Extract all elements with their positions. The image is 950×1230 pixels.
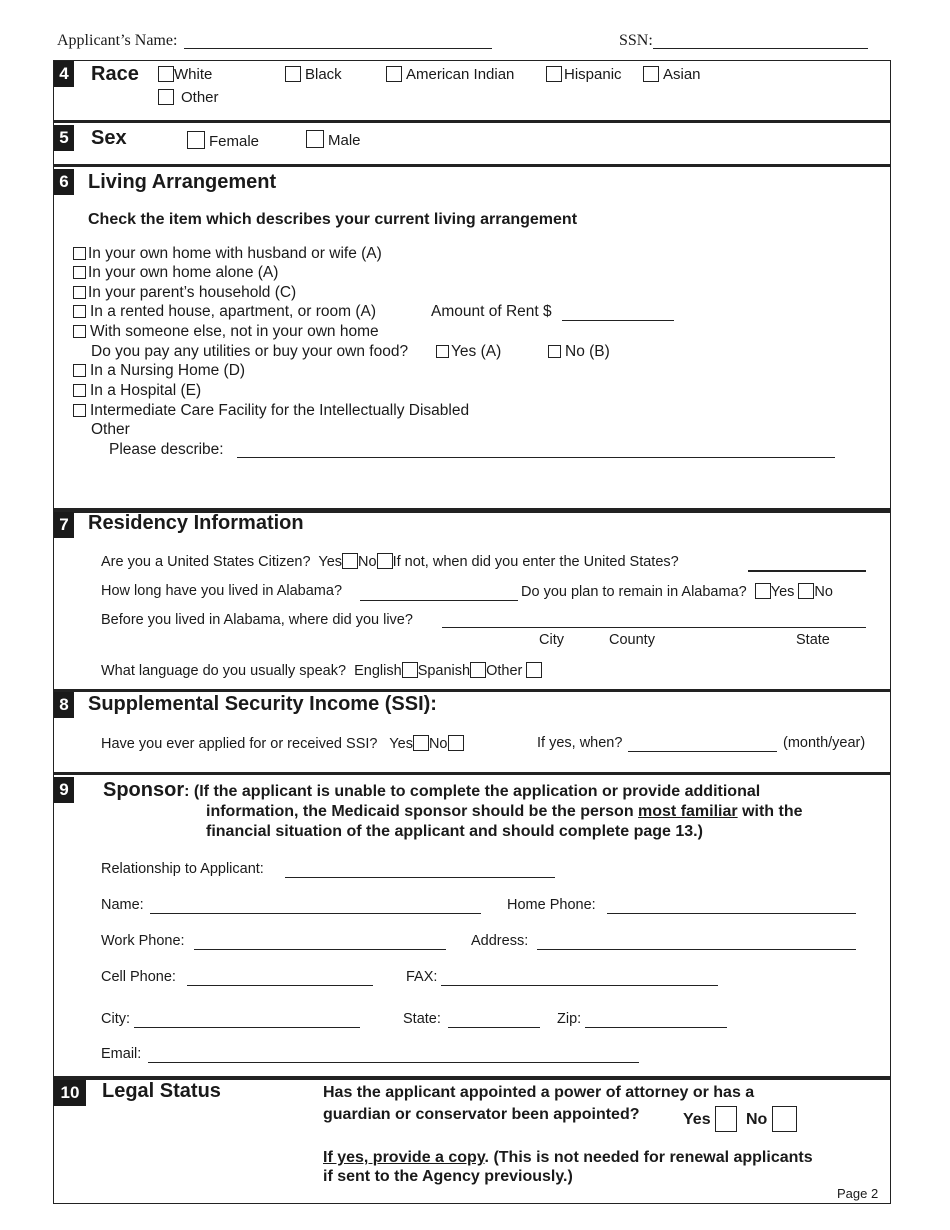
section-title-ssi: Supplemental Security Income (SSI): — [88, 693, 437, 715]
checkbox[interactable] — [73, 266, 86, 279]
checkbox[interactable] — [158, 66, 174, 82]
sex-option-female[interactable]: Female — [187, 131, 259, 150]
spanish-checkbox[interactable] — [470, 662, 486, 678]
rent-amount-field[interactable] — [562, 320, 674, 321]
work-phone-field[interactable] — [194, 949, 446, 950]
legal-yes-checkbox[interactable] — [715, 1106, 737, 1132]
section-title-legal-status: Legal Status — [102, 1080, 221, 1102]
living-option[interactable]: With someone else, not in your own home — [73, 323, 379, 341]
checkbox[interactable] — [548, 345, 561, 358]
checkbox[interactable] — [386, 66, 402, 82]
county-caption: County — [609, 632, 655, 648]
section-divider — [53, 120, 891, 123]
remain-no-checkbox[interactable] — [798, 583, 814, 599]
remain-question: Do you plan to remain in Alabama? Yes No — [521, 584, 833, 600]
zip-field[interactable] — [585, 1027, 727, 1028]
checkbox[interactable] — [73, 384, 86, 397]
race-option-asian[interactable]: Asian — [643, 66, 701, 83]
page-number: Page 2 — [837, 1186, 879, 1201]
checkbox[interactable] — [73, 305, 86, 318]
checkbox[interactable] — [73, 247, 86, 260]
checkbox[interactable] — [546, 66, 562, 82]
remain-yes-checkbox[interactable] — [755, 583, 771, 599]
race-option-other[interactable]: Other — [158, 89, 219, 106]
legal-question-line1: Has the applicant appointed a power of attorney or has a — [323, 1084, 755, 1101]
utilities-no[interactable]: No (B) — [548, 343, 610, 361]
section-number: 7 — [54, 512, 74, 538]
living-instruction: Check the item which describes your current living arrangement — [88, 211, 578, 228]
city-field[interactable] — [134, 1027, 360, 1028]
checkbox[interactable] — [187, 131, 205, 149]
race-option-black[interactable]: Black — [285, 66, 342, 83]
section-title-living-arrangement: Living Arrangement — [88, 171, 277, 193]
email-label: Email: — [101, 1046, 142, 1062]
cell-phone-field[interactable] — [187, 985, 373, 986]
language-question: What language do you usually speak? English Spanish Other — [101, 662, 542, 679]
copy-note-line1: If yes, provide a copy. (This is not needed for renewal applicants — [323, 1149, 813, 1166]
cell-phone-label: Cell Phone: — [101, 969, 176, 985]
describe-field[interactable] — [237, 457, 835, 458]
other-language-checkbox[interactable] — [526, 662, 542, 678]
ssi-question: Have you ever applied for or received SSI? Yes No — [101, 735, 464, 752]
form-frame — [53, 60, 891, 1204]
city-label: City: — [101, 1011, 130, 1027]
previous-residence-question: Before you lived in Alabama, where did you live? — [101, 612, 413, 628]
checkbox[interactable] — [643, 66, 659, 82]
state-field[interactable] — [448, 1027, 540, 1028]
zip-label: Zip: — [557, 1011, 582, 1027]
relationship-label: Relationship to Applicant: — [101, 861, 264, 877]
sponsor-name-field[interactable] — [150, 913, 481, 914]
utilities-yes[interactable]: Yes (A) — [436, 343, 501, 361]
section-number: 6 — [54, 169, 74, 195]
ssi-yes-checkbox[interactable] — [413, 735, 429, 751]
city-caption: City — [539, 632, 564, 648]
sponsor-note-line2: information, the Medicaid sponsor should be the person most familiar with the — [206, 803, 803, 820]
relationship-field[interactable] — [285, 877, 555, 878]
citizen-question: Are you a United States Citizen? Yes No If not, when did you enter the United States? — [101, 554, 679, 570]
sponsor-heading: Sponsor: (If the applicant is unable to complete the application or provide additional — [103, 779, 761, 801]
entry-date-field[interactable] — [748, 570, 866, 572]
section-number: 5 — [54, 125, 74, 151]
legal-yes: Yes No — [683, 1106, 797, 1132]
work-phone-label: Work Phone: — [101, 933, 185, 949]
living-option[interactable]: In a Nursing Home (D) — [73, 362, 245, 380]
email-field[interactable] — [148, 1062, 639, 1063]
home-phone-field[interactable] — [607, 913, 856, 914]
section-number: 10 — [54, 1080, 86, 1106]
previous-residence-field[interactable] — [442, 627, 866, 628]
section-title-residency: Residency Information — [88, 512, 304, 534]
home-phone-label: Home Phone: — [507, 897, 596, 913]
other-label: Other — [91, 421, 130, 438]
how-long-question: How long have you lived in Alabama? — [101, 583, 343, 599]
checkbox[interactable] — [436, 345, 449, 358]
living-option[interactable]: In your own home with husband or wife (A) — [73, 245, 382, 263]
checkbox[interactable] — [285, 66, 301, 82]
race-option-hispanic[interactable]: Hispanic — [546, 66, 622, 83]
citizen-no-checkbox[interactable] — [377, 553, 393, 569]
describe-label: Please describe: — [109, 441, 224, 458]
applicant-name-label: Applicant’s Name: — [57, 32, 178, 49]
section-divider — [53, 164, 891, 167]
race-option-white[interactable]: White — [158, 66, 212, 83]
sex-option-male[interactable]: Male — [306, 130, 361, 149]
state-caption: State — [796, 632, 830, 648]
ssi-no-checkbox[interactable] — [448, 735, 464, 751]
checkbox[interactable] — [73, 286, 86, 299]
how-long-field[interactable] — [360, 600, 518, 601]
race-option-american-indian[interactable]: American Indian — [386, 66, 514, 83]
checkbox[interactable] — [73, 364, 86, 377]
ssi-when-field[interactable] — [628, 751, 777, 752]
checkbox[interactable] — [306, 130, 324, 148]
ssn-label: SSN: — [619, 32, 653, 49]
state-label: State: — [403, 1011, 441, 1027]
ssn-field[interactable] — [653, 48, 868, 49]
checkbox[interactable] — [158, 89, 174, 105]
section-number: 9 — [54, 777, 74, 803]
checkbox[interactable] — [73, 325, 86, 338]
section-title-sex: Sex — [91, 127, 127, 149]
section-number: 8 — [54, 692, 74, 718]
rent-label: Amount of Rent $ — [431, 303, 552, 320]
checkbox[interactable] — [73, 404, 86, 417]
section-divider — [53, 772, 891, 775]
address-label: Address: — [471, 933, 529, 949]
address-field[interactable] — [537, 949, 856, 950]
living-option[interactable]: Intermediate Care Facility for the Intellectually Disabled — [73, 402, 469, 420]
legal-question-line2: guardian or conservator been appointed? — [323, 1106, 640, 1123]
sponsor-note-line3: financial situation of the applicant and should complete page 13.) — [206, 823, 703, 840]
applicant-name-field[interactable] — [184, 48, 492, 49]
living-option[interactable]: In a rented house, apartment, or room (A) — [73, 303, 376, 321]
month-year-caption: (month/year) — [783, 735, 866, 751]
citizen-yes-checkbox[interactable] — [342, 553, 358, 569]
living-option[interactable]: In your own home alone (A) — [73, 264, 278, 282]
section-title-race: Race — [91, 63, 139, 85]
english-checkbox[interactable] — [402, 662, 418, 678]
living-option[interactable]: In a Hospital (E) — [73, 382, 201, 400]
fax-field[interactable] — [441, 985, 718, 986]
section-number: 4 — [54, 61, 74, 87]
utilities-question: Do you pay any utilities or buy your own food? — [91, 343, 409, 360]
legal-no-checkbox[interactable] — [772, 1106, 797, 1132]
living-option[interactable]: In your parent’s household (C) — [73, 284, 296, 302]
fax-label: FAX: — [406, 969, 438, 985]
ssi-when-label: If yes, when? — [537, 735, 623, 751]
section-divider — [53, 689, 891, 692]
copy-note-line2: if sent to the Agency previously.) — [323, 1168, 573, 1185]
sponsor-name-label: Name: — [101, 897, 144, 913]
